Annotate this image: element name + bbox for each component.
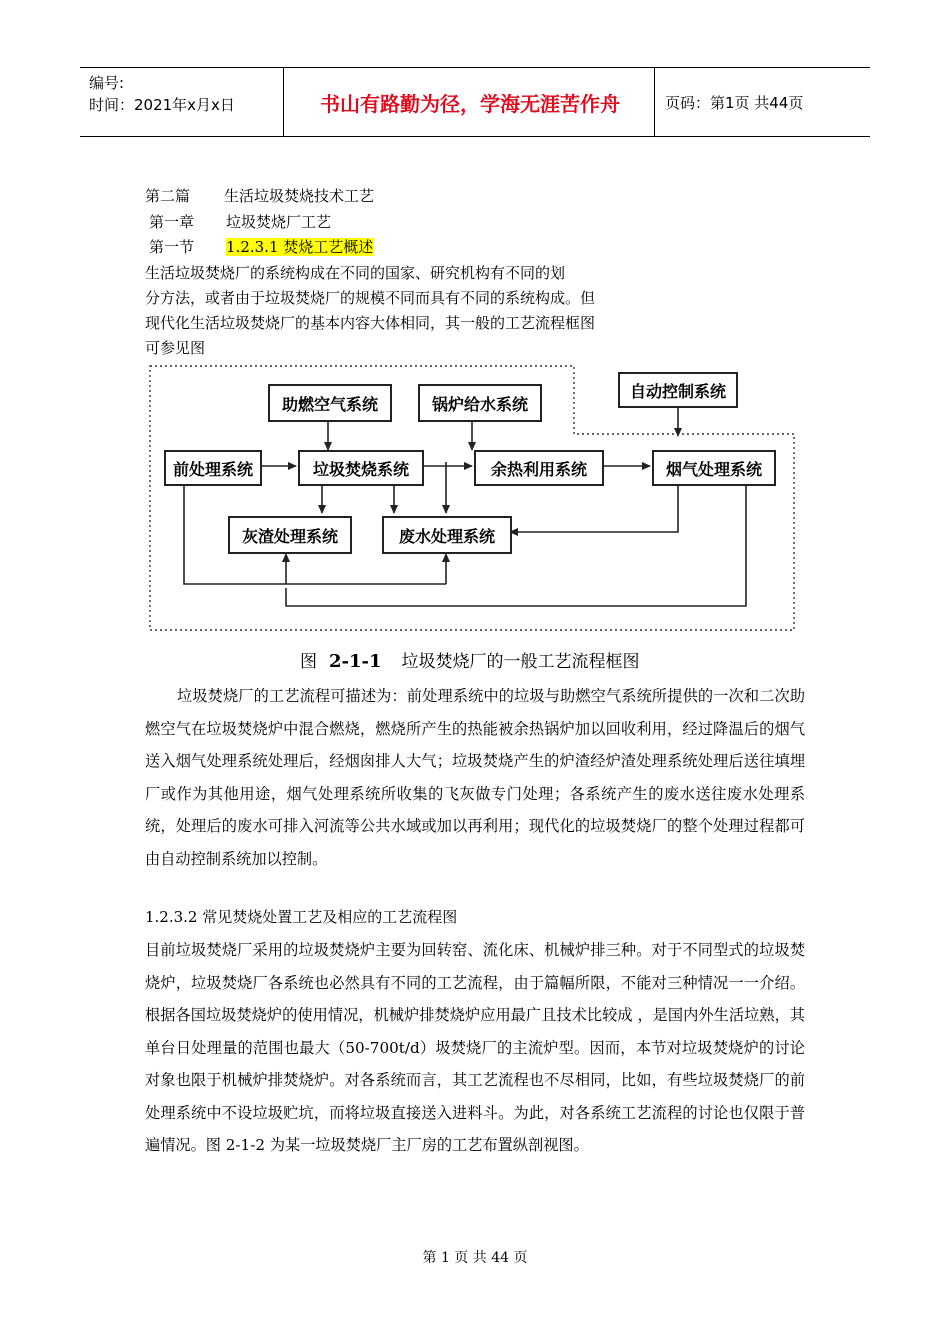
section-number: 第一节 [149,238,195,256]
subsection-heading: 1.2.3.2 常见焚烧处置工艺及相应的工艺流程图 [145,908,458,926]
paragraph-common-processes: 目前垃圾焚烧厂采用的垃圾焚烧炉主要为回转窑、流化床、机械炉排三种。对于不同型式的垃圾焚烧炉，垃圾焚烧厂各系统也必然具有不同的工艺流程，由于篇幅所限，不能对三种情况一一介绍。根据各国垃圾焚烧炉的使用情况，机械炉排焚烧炉应用最广且技术比较成 ，是国内外生活垃熟，其单台日处理量的范围也最大（50-700t/d）圾焚烧厂的主流炉型。因而，本节对垃圾焚烧炉的讨论对象也限于机械炉排焚烧炉。对各系统而言，其工艺流程也不尽相同，比如，有些垃圾焚烧厂的前处理系统中不设垃圾贮坑，而将垃圾直接送入进料斗。为此，对各系统工艺流程的讨论也仅限于普遍情况。图 2-1-2 为某一垃圾焚烧厂主厂房的工艺布置纵剖视图。 [145,941,805,1154]
intro-line: 生活垃圾焚烧厂的系统构成在不同的国家、研究机构有不同的划 [145,264,566,282]
part-heading [145,185,374,206]
part-number: 第二篇 [145,187,191,205]
caption-number: 2-1-1 [329,651,382,672]
intro-line: 分方法，或者由于垃圾焚烧厂的规模不同而具有不同的系统构成。但 [145,289,596,307]
number-label: 编号: [89,74,125,92]
box-heat-recovery: 余热利用系统 [474,450,604,486]
chapter-heading [149,211,331,232]
box-pretreatment: 前处理系统 [164,450,262,486]
chapter-title: 垃圾焚烧厂工艺 [226,213,332,231]
date-line: 时间：2021年x月x日 [89,96,235,114]
section-heading [149,236,373,257]
arrow-flue-to-ww [510,482,678,532]
header-meta [89,72,235,116]
box-combustion-air: 助燃空气系统 [268,384,392,422]
header-page-info: 页码：第1页 共44页 [665,93,804,112]
box-incineration: 垃圾焚烧系统 [298,450,424,486]
box-wastewater-treatment: 废水处理系统 [382,516,512,554]
paragraph-process-description: 垃圾焚烧厂的工艺流程可描述为：前处理系统中的垃圾与助燃空气系统所提供的一次和二次助燃空气在垃圾焚烧炉中混合燃烧，燃烧所产生的热能被余热锅炉加以回收利用，经过降温后的烟气送入烟气处理系统处理后，经烟囱排人大气；垃圾焚烧产生的炉渣经炉渣处理系统处理后送往填埋厂或作为其他用途，烟气处理系统所收集的飞灰做专门处理；各系统产生的废水送往废水处理系统，处理后的废水可排入河流等公共水域或加以再利用；现代化的垃圾焚烧厂的整个处理过程都可由自动控制系统加以控制。 [145,687,805,868]
page-footer: 第 1 页 共 44 页 [422,1250,528,1266]
header-divider [654,68,655,136]
caption-prefix: 图 [300,652,317,672]
chapter-number: 第一章 [149,213,195,231]
section-title: 1.2.3.1 焚烧工艺概述 [226,238,374,256]
intro-line: 现代化生活垃圾焚烧厂的基本内容大体相同，其一般的工艺流程框图 [145,314,596,332]
intro-line: 可参见图 [145,339,206,357]
header-divider [283,68,284,136]
caption-text: 垃圾焚烧厂的一般工艺流程框图 [401,652,640,672]
box-flue-gas-treatment: 烟气处理系统 [652,450,776,486]
header-motto: 书山有路勤为径，学海无涯苦作舟 [320,91,620,116]
line-flue-loop [286,482,746,606]
page-header [80,67,870,137]
box-ash-treatment: 灰渣处理系统 [228,516,352,554]
figure-caption [300,647,640,672]
process-flow-diagram [146,362,798,634]
part-title: 生活垃圾焚烧技术工艺 [224,187,375,205]
box-boiler-feedwater: 锅炉给水系统 [418,384,542,422]
box-automatic-control: 自动控制系统 [618,372,738,408]
